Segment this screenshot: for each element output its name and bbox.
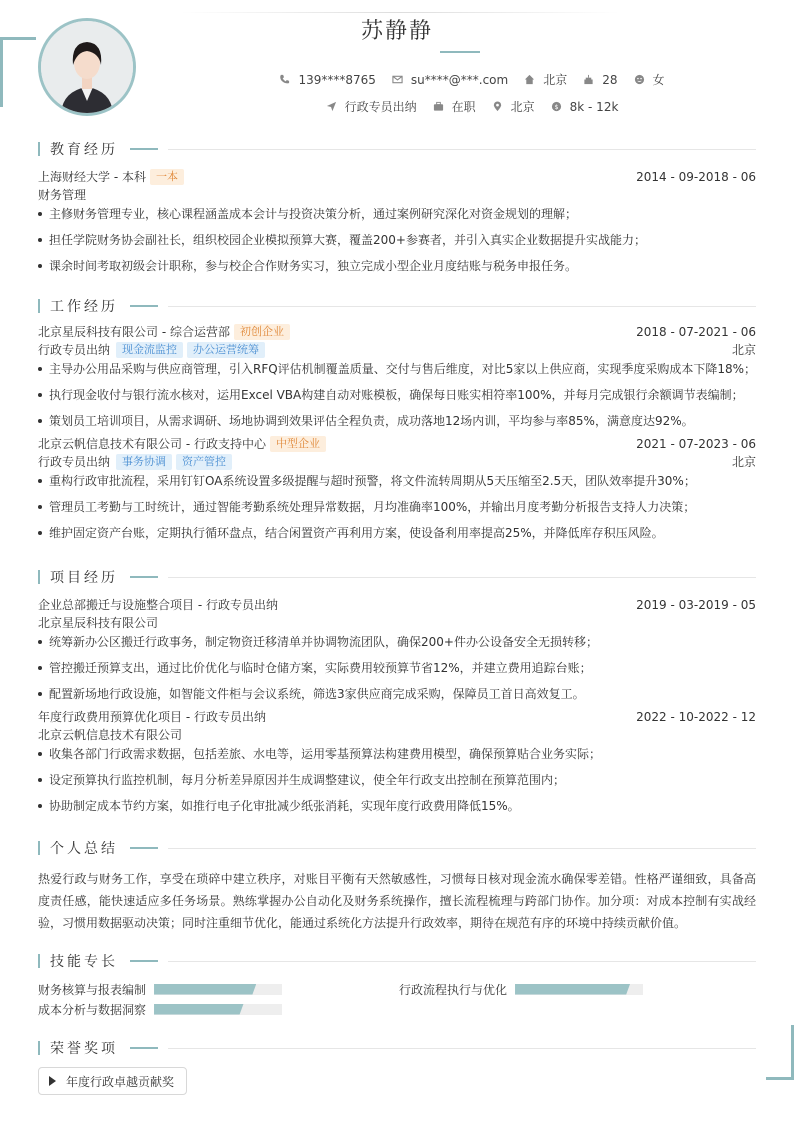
list-item: 重构行政审批流程，采用钉钉OA系统设置多级提醒与超时预警，将文件流转周期从5天压缩至2.5天，团队效率提升30%； <box>38 472 756 490</box>
section-marker <box>38 299 40 313</box>
project-name: 企业总部搬迁与设施整合项目 - 行政专员出纳 <box>38 598 278 612</box>
job-date: 2018 - 07-2021 - 06 <box>636 325 756 339</box>
project-entry <box>38 596 756 703</box>
skill-level-bar <box>154 1004 282 1015</box>
company-name: 北京星辰科技有限公司 - 综合运营部 <box>38 325 230 339</box>
skill-name: 行政流程执行与优化 <box>399 982 508 997</box>
summary-section <box>38 839 756 934</box>
section-line <box>168 961 756 962</box>
section-title: 项目经历 <box>50 570 118 586</box>
project-title-row <box>38 596 756 614</box>
gender-icon <box>634 74 645 85</box>
section-dash <box>130 1047 158 1049</box>
project-title-row <box>38 708 756 726</box>
company-tag: 初创企业 <box>234 324 290 340</box>
list-item: 配置新场地行政设施，如智能文件柜与会议系统，筛选3家供应商完成采购，保障员工首日高效复工。 <box>38 685 756 703</box>
email-item: su****@***.com <box>392 73 508 87</box>
skill-name: 财务核算与报表编制 <box>38 982 147 997</box>
award-badge <box>38 1067 187 1095</box>
list-item: 执行现金收付与银行流水核对，运用Excel VBA构建自动对账模板，确保每日账实相符率100%，并每月完成银行余额调节表编制； <box>38 386 756 404</box>
home-icon <box>524 74 535 85</box>
briefcase-icon <box>433 101 444 112</box>
candidate-name: 苏静静 <box>360 19 433 44</box>
job-date: 2021 - 07-2023 - 06 <box>636 437 756 451</box>
list-item: 课余时间考取初级会计职称，参与校企合作财务实习，独立完成小型企业月度结账与税务申报任务。 <box>38 257 756 275</box>
section-line <box>168 149 756 150</box>
skill-tag: 办公运营统筹 <box>187 342 265 358</box>
section-marker <box>38 954 40 968</box>
svg-text:$: $ <box>554 102 559 111</box>
phone-item: 139****8765 <box>279 73 375 87</box>
section-line <box>168 848 756 849</box>
phone-icon <box>279 74 290 85</box>
skill-tag: 资产管控 <box>176 454 232 470</box>
section-marker <box>38 142 40 156</box>
project-company: 北京云帆信息技术有限公司 <box>38 728 183 742</box>
skill-level-bar <box>515 984 643 995</box>
job-entry <box>38 323 756 430</box>
section-dash <box>130 576 158 578</box>
job-intention-row <box>150 98 794 115</box>
project-date: 2019 - 03-2019 - 05 <box>636 598 756 612</box>
job-city: 北京 <box>731 455 756 469</box>
play-arrow-icon <box>49 1076 56 1086</box>
section-header <box>38 839 756 857</box>
salary-icon <box>551 101 562 112</box>
list-item: 设定预算执行监控机制，每月分析差异原因并生成调整建议，使全年行政支出控制在预算范围内； <box>38 771 756 789</box>
section-header <box>38 952 756 970</box>
project-company-row <box>38 726 756 744</box>
section-marker <box>38 841 40 855</box>
work-section <box>38 297 756 542</box>
skills-section <box>38 952 756 1017</box>
section-header <box>38 297 756 315</box>
project-company-row <box>38 614 756 632</box>
summary-text: 热爱行政与财务工作，享受在琐碎中建立秩序，对账目平衡有天然敏感性，习惯每日核对现金流水确保零差错。性格严谨细致，具备高度责任感，能快速适应多任务场景。熟练掌握办公自动化及财务系统操作，擅长流程梳理与跨部门协作。加分项：对成本控制有实战经验，习惯用数据驱动决策；同时注重细节优化，能通过系统化方法提升行政效率，期待在规范有序的环境中持续贡献价值。 <box>38 872 756 930</box>
project-bullets <box>38 745 756 815</box>
section-dash <box>130 960 158 962</box>
salary-item: $ 8k - 12k <box>551 100 619 114</box>
section-title: 工作经历 <box>50 299 118 315</box>
mail-icon <box>392 74 403 85</box>
send-icon <box>326 101 337 112</box>
education-row <box>38 168 756 186</box>
section-dash <box>130 847 158 849</box>
job-bullets <box>38 472 756 542</box>
project-name: 年度行政费用预算优化项目 - 行政专员出纳 <box>38 710 266 724</box>
list-item: 担任学院财务协会副社长，组织校园企业模拟预算大赛，覆盖200+参赛者，并引入真实企业数据提升实战能力； <box>38 231 756 249</box>
section-title: 荣誉奖项 <box>50 1041 118 1057</box>
skill-item <box>38 1001 399 1017</box>
education-date: 2014 - 09-2018 - 06 <box>636 170 756 184</box>
section-marker <box>38 1041 40 1055</box>
awards-section <box>38 1039 756 1095</box>
target-position-item: 行政专员出纳 <box>326 98 417 115</box>
skill-name: 成本分析与数据洞察 <box>38 1002 147 1017</box>
job-company-row <box>38 323 756 341</box>
section-line <box>168 306 756 307</box>
job-role: 行政专员出纳 <box>38 343 111 357</box>
list-item: 管控搬迁预算支出，通过比价优化与临时仓储方案，实际费用较预算节省12%，并建立费用追踪台账； <box>38 659 756 677</box>
section-header <box>38 568 756 586</box>
cake-icon <box>583 74 594 85</box>
education-bullets <box>38 205 756 275</box>
section-line <box>168 577 756 578</box>
section-marker <box>38 570 40 584</box>
major-row <box>38 186 756 204</box>
major: 财务管理 <box>38 188 87 202</box>
section-title: 教育经历 <box>50 142 118 158</box>
list-item: 协助制定成本节约方案，如推行电子化审批减少纸张消耗，实现年度行政费用降低15%。 <box>38 797 756 815</box>
school-name: 上海财经大学 - 本科 <box>38 170 146 184</box>
location-icon <box>492 101 503 112</box>
section-line <box>168 1048 756 1049</box>
skill-tag: 事务协调 <box>116 454 172 470</box>
section-title: 技能专长 <box>50 954 118 970</box>
job-role: 行政专员出纳 <box>38 455 111 469</box>
job-entry <box>38 435 756 542</box>
skill-level-fill <box>515 984 630 995</box>
skill-level-fill <box>154 1004 244 1015</box>
list-item: 管理员工考勤与工时统计，通过智能考勤系统处理异常数据，月均准确率100%，并输出月度考勤分析报告支持人力决策； <box>38 498 756 516</box>
list-item: 统筹新办公区搬迁行政事务，制定物资迁移清单并协调物流团队，确保200+件办公设备安全无损转移； <box>38 633 756 651</box>
project-date: 2022 - 10-2022 - 12 <box>636 710 756 724</box>
skill-level-bar <box>154 984 282 995</box>
age-item: 28 <box>583 73 617 87</box>
skill-item <box>38 981 399 997</box>
job-status-item: 在职 <box>433 98 476 115</box>
skill-item <box>399 981 756 997</box>
list-item: 维护固定资产台账，定期执行循环盘点，结合闲置资产再利用方案，使设备利用率提高25%，并降低库存积压风险。 <box>38 524 756 542</box>
section-dash <box>130 148 158 150</box>
project-company: 北京星辰科技有限公司 <box>38 616 159 630</box>
skill-level-fill <box>154 984 256 995</box>
name-underline <box>440 51 480 53</box>
job-company-row <box>38 435 756 453</box>
job-role-row <box>38 341 756 359</box>
award-name: 年度行政卓越贡献奖 <box>66 1074 175 1089</box>
school-tag: 一本 <box>150 169 184 185</box>
hometown-item: 北京 <box>524 71 567 88</box>
company-tag: 中型企业 <box>270 436 326 452</box>
section-header <box>38 140 756 158</box>
job-bullets <box>38 360 756 430</box>
job-city: 北京 <box>731 343 756 357</box>
gender-item: 女 <box>634 71 665 88</box>
list-item: 收集各部门行政需求数据，包括差旅、水电等，运用零基预算法构建费用模型，确保预算贴合业务实际； <box>38 745 756 763</box>
project-bullets <box>38 633 756 703</box>
education-section <box>38 140 756 275</box>
section-header <box>38 1039 756 1057</box>
section-dash <box>130 305 158 307</box>
projects-section <box>38 568 756 815</box>
section-title: 个人总结 <box>50 841 118 857</box>
list-item: 主导办公用品采购与供应商管理，引入RFQ评估机制覆盖质量、交付与售后维度，对比5家以上供应商，实现季度采购成本下降18%； <box>38 360 756 378</box>
top-divider <box>180 12 620 13</box>
skills-grid <box>38 981 756 1017</box>
list-item: 策划员工培训项目，从需求调研、场地协调到效果评估全程负责，成功落地12场内训，平均参与率85%，满意度达92%。 <box>38 412 756 430</box>
corner-decoration-bottom-right <box>766 1025 794 1080</box>
skill-tag: 现金流监控 <box>116 342 183 358</box>
job-role-row <box>38 453 756 471</box>
company-name: 北京云帆信息技术有限公司 - 行政支持中心 <box>38 437 266 451</box>
contact-row <box>150 71 794 88</box>
project-entry <box>38 708 756 815</box>
corner-decoration-top-left <box>0 37 36 107</box>
target-city-item: 北京 <box>492 98 535 115</box>
list-item: 主修财务管理专业，核心课程涵盖成本会计与投资决策分析，通过案例研究深化对资金规划的理解； <box>38 205 756 223</box>
